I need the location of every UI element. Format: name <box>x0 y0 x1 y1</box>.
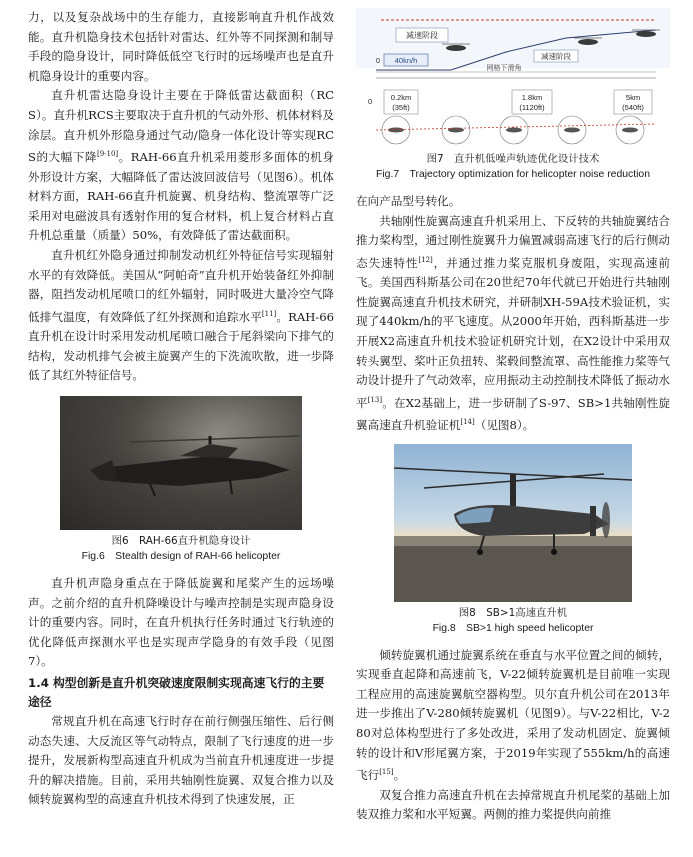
figure-6-rah66-photo <box>60 396 302 530</box>
section-heading-1-4: 1.4 构型创新是直升机突破速度限制实现高速飞行的主要途径 <box>28 675 325 709</box>
figure-8-caption-cn: 图8 SB>1高速直升机 <box>458 606 568 619</box>
paragraph-intro-continued: 力，以及复杂战场中的生存能力，直接影响直升机作战效能。直升机隐身技术包括针对雷达、红外等不同探测和制导手段的隐身设计，同时降低低空飞行时的远场噪声也是直升机隐身设计的重要内容。 <box>28 10 334 83</box>
paragraph-dual-compound: 双复合推力高速直升机在去掉常规直升机尾桨的基础上加装双推力桨和水平短翼。两侧的推力桨提供向前推 <box>356 787 670 822</box>
citation[interactable]: [12] <box>418 255 433 264</box>
paragraph-coaxial-rotor: 共轴刚性旋翼高速直升机采用上、下反转的共轴旋翼结合推力桨构型，通过刚性旋翼升力偏置减弱高速飞行的后行侧动态失速特性[12]，并通过推力桨克服机身废阻，实现高速前飞。美国西科斯基公司在20世纪70年代就已开始进行共轴刚性旋翼高速直升机技术研究，并研制XH-59A技术验证机，实现了440km/h的平飞速度。从2000年开始，西科斯基进一步开展X2高速直升机技术验证机研究计划，在X2设计中采用双转头翼型、桨叶正负扭转、桨毂间整流罩、高性能推力桨等气动设计提升了气动效率，应用振动主动控制技术降低了振动水平[13]。在X2基础上，进一步研制了S-97、SB>1共轴刚性旋翼高速直升机验证机[14]（见图8）。 <box>356 213 670 433</box>
label-glide: 网格下滑角 <box>486 65 522 72</box>
figure-8-caption-en: Fig.8 SB>1 high speed helicopter <box>432 622 594 634</box>
citation[interactable]: [11] <box>261 309 277 318</box>
trajectory-diagram <box>356 8 670 148</box>
rah66-helicopter-image <box>60 396 302 530</box>
label-d2: 1.8km <box>521 93 543 102</box>
label-d1: 0.2km <box>390 93 412 102</box>
paragraph-high-speed-config: 常规直升机在高速飞行时存在前行侧强压缩性、后行侧动态失速、大反流区等气动特点，限制了飞行速度的进一步提升，发展新构型高速直升机成为当前直升机速度进一步提升的解决措施。目前，采用共轴刚性旋翼、双复合推力以及倾转旋翼构型的高速直升机技术得到了快速发展，正 <box>28 713 334 807</box>
citation[interactable]: [14] <box>460 418 475 427</box>
label-decel: 减速阶段 <box>406 31 438 40</box>
paragraph-infrared-stealth: 直升机红外隐身通过抑制发动机红外特征信号实现辐射水平的有效降低。美国从“阿帕奇”直升机开始装备红外抑制器，阻挡发动机尾喷口的红外辐射，同时吸进大量冷空气降低排气温度，有效降低了红外探测和追踪水平[11]。RAH-66直升机在设计时采用发动机尾喷口融合于尾斜梁向下排气的结构，发动机排气会被主旋翼产生的下洗流吹散，进一步降低了其红外特征信号。 <box>28 247 334 383</box>
sb1-helicopter-image <box>394 444 632 602</box>
label-d3b: (540ft) <box>622 103 644 112</box>
label-d1b: (35ft) <box>392 103 410 112</box>
label-speed: 40kn/h <box>394 56 418 65</box>
right-column <box>356 8 670 825</box>
label-d3: 5km <box>625 93 641 102</box>
figure-7-caption-en: Fig.7 Trajectory optimization for helicopter noise reduction <box>376 169 650 180</box>
label-decel-2: 减速阶段 <box>541 52 571 61</box>
figure-8-sb1-photo <box>394 444 632 602</box>
label-d0: 0 <box>368 97 373 106</box>
citation[interactable]: [15] <box>379 768 394 777</box>
figure-7-caption-cn: 图7 直升机低噪声轨迹优化设计技术 <box>426 153 600 165</box>
left-column <box>28 8 334 810</box>
citation[interactable]: [13] <box>367 395 383 404</box>
label-zero: 0 <box>376 58 380 65</box>
paragraph-radar-stealth: 直升机雷达隐身设计主要在于降低雷达截面积（RCS）。直升机RCS主要取决于直升机的气动外形、机体材料及涂层。直升机外形隐身通过气动/隐身一体化设计等实现RCS的大幅下降[9-10]。RAH-66直升机采用菱形多面体的机身外形设计方案，大幅降低了雷达波回波信号（见图6）。机体材料方面，RAH-66直升机旋翼、机身结构、整流罩等广泛采用对电磁波具有透射作用的复合材料，机上复合材料占直升机总重量（质量）50%，有效降低了雷达截面积。 <box>28 88 334 243</box>
paragraph-acoustic-stealth: 直升机声隐身重点在于降低旋翼和尾桨产生的远场噪声。之前介绍的直升机降噪设计与噪声控制是实现声隐身设计的重要内容。同时，在直升机执行任务时通过飞行轨迹的优化降低声探测水平也是实现声学隐身的有效手段（见图7）。 <box>28 576 334 669</box>
paragraph-tiltrotor: 倾转旋翼机通过旋翼系统在垂直与水平位置之间的倾转，实现垂直起降和高速前飞，V-22倾转旋翼机是目前唯一实现工程应用的高速旋翼航空器构型。贝尔直升机公司在2013年进一步推出了V-280倾转旋翼机（见图9）。与V-22相比，V-280对总体构型进行了多处改进，采用了发动机固定、旋翼倾转的设计和V形尾翼方案，于2019年实现了555km/h的高速飞行[15]。 <box>356 647 670 783</box>
figure-6-caption-cn: 图6 RAH-66直升机隐身设计 <box>111 535 251 547</box>
figure-6-caption-en: Fig.6 Stealth design of RAH-66 helicopter <box>81 551 281 562</box>
figure-7-trajectory-diagram <box>356 8 670 148</box>
citation[interactable]: [9-10] <box>96 150 119 159</box>
paragraph-transition: 在向产品型号转化。 <box>356 194 461 208</box>
label-d2b: (1120ft) <box>519 103 545 112</box>
